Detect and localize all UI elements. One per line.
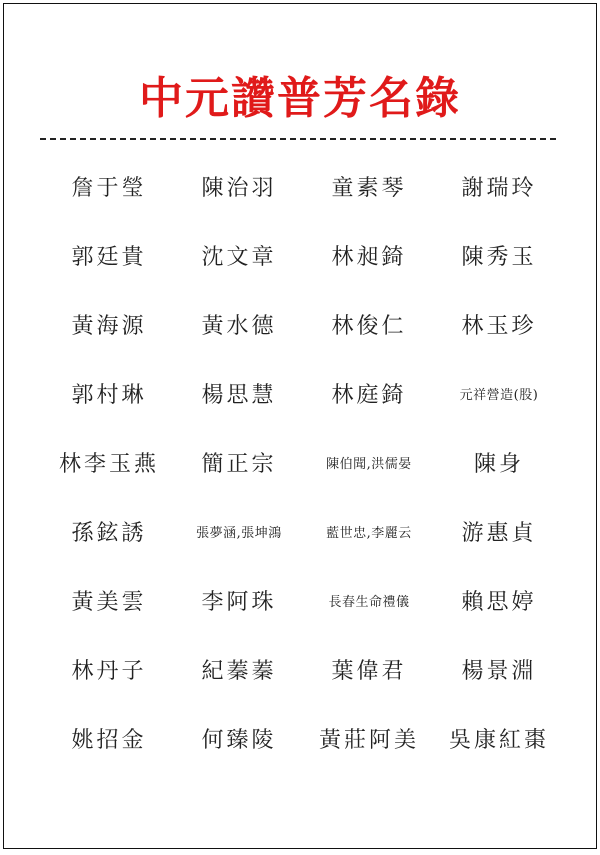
name-entry: 童素琴 xyxy=(331,176,407,201)
name-entry: 陳身 xyxy=(473,452,524,477)
name-entry: 郭村琳 xyxy=(71,383,147,408)
name-entry: 林丹子 xyxy=(71,659,147,684)
name-entry: 黃美雲 xyxy=(71,590,147,615)
name-entry: 郭廷貴 xyxy=(71,245,147,270)
name-entry: 詹于瑩 xyxy=(71,176,147,201)
name-entry: 楊思慧 xyxy=(201,383,277,408)
name-entry: 黃海源 xyxy=(71,314,147,339)
name-entry: 姚招金 xyxy=(71,728,147,753)
name-entry: 林李玉燕 xyxy=(58,452,159,477)
name-entry: 元祥營造(股) xyxy=(459,388,539,403)
name-entry: 林俊仁 xyxy=(331,314,407,339)
name-grid xyxy=(44,152,564,773)
name-entry: 楊景淵 xyxy=(461,659,537,684)
name-entry: 黃莊阿美 xyxy=(318,728,419,753)
name-entry: 何臻陵 xyxy=(201,728,277,753)
name-entry: 簡正宗 xyxy=(201,452,277,477)
name-entry: 林玉珍 xyxy=(461,314,537,339)
name-entry: 黃水德 xyxy=(201,314,277,339)
document-page xyxy=(3,3,597,849)
name-entry: 葉偉君 xyxy=(331,659,407,684)
name-entry: 紀蓁蓁 xyxy=(201,659,277,684)
name-entry: 游惠貞 xyxy=(461,521,537,546)
name-entry: 吳康紅棗 xyxy=(448,728,549,753)
name-entry: 賴思婷 xyxy=(461,590,537,615)
name-entry: 陳伯聞,洪儒晏 xyxy=(326,457,412,472)
name-entry: 林庭錡 xyxy=(331,383,407,408)
name-entry: 林昶錡 xyxy=(331,245,407,270)
name-entry: 孫鉉誘 xyxy=(71,521,147,546)
name-entry: 李阿珠 xyxy=(201,590,277,615)
name-entry: 謝瑞玲 xyxy=(461,176,537,201)
name-entry: 藍世忠,李麗云 xyxy=(326,526,412,541)
name-entry: 陳治羽 xyxy=(201,176,277,201)
dashed-divider xyxy=(40,138,556,140)
name-entry: 陳秀玉 xyxy=(461,245,537,270)
page-title: 中元讚普芳名錄 xyxy=(139,73,461,124)
name-entry: 長春生命禮儀 xyxy=(328,595,410,610)
name-entry: 沈文章 xyxy=(201,245,277,270)
name-entry: 張夢涵,張坤鴻 xyxy=(196,526,282,541)
